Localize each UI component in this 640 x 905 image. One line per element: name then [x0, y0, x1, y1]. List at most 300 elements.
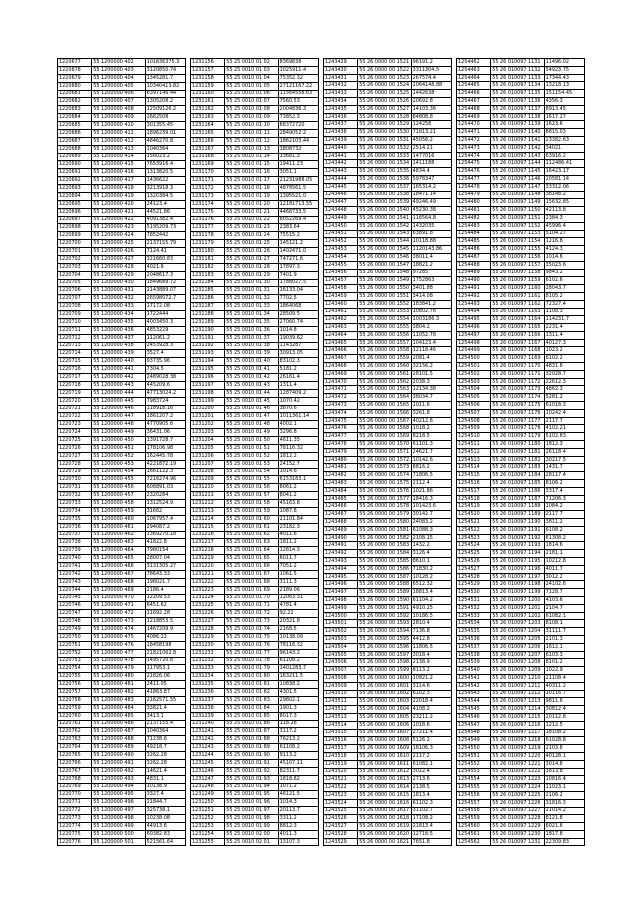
- code-cell: 55 25 0010 01 59: [225, 508, 278, 515]
- row-id-cell: 1254508: [457, 418, 491, 425]
- table-row: [324, 207, 451, 215]
- code-cell: 55 26 0000 00 1558: [358, 347, 411, 354]
- row-id-cell: 1220698: [58, 224, 92, 231]
- row-id-cell: 1243509: [324, 683, 358, 690]
- row-id-cell: 1231182: [191, 264, 225, 271]
- value-cell: 20321.8: [279, 618, 300, 625]
- code-cell: 55 26 010097 1216: [491, 722, 544, 729]
- row-id-cell: 1220700: [58, 240, 92, 247]
- table-row: [191, 807, 318, 815]
- value-cell: 2112.4: [412, 480, 430, 486]
- value-cell: 61308.2: [545, 534, 566, 541]
- value-cell: 4468733.5: [279, 208, 307, 215]
- code-cell: 55 1200000 474: [92, 626, 145, 633]
- row-id-cell: 1243524: [324, 800, 358, 807]
- code-cell: 55 25 0010 01 36: [225, 327, 278, 334]
- value-cell: 18813.4: [412, 589, 433, 596]
- value-cell: 38148.2: [545, 191, 566, 198]
- code-cell: 55 1200000 490: [92, 752, 145, 759]
- value-cell: 21826.06: [146, 673, 170, 680]
- value-cell: 84808.8: [412, 113, 433, 120]
- code-cell: 55 26 0000 00 1604: [358, 706, 411, 713]
- code-cell: 55 26 010097 1140: [491, 129, 544, 136]
- row-id-cell: 1231172: [191, 185, 225, 192]
- value-cell: 4102.21: [545, 425, 566, 432]
- code-cell: 55 1200000 427: [92, 256, 145, 263]
- row-id-cell: 1231191: [191, 335, 225, 342]
- code-cell: 55 1200000 414: [92, 154, 145, 161]
- value-cell: 63916.2: [545, 152, 566, 159]
- row-id-cell: 1220691: [58, 169, 92, 176]
- value-cell: 2411.05: [146, 681, 167, 688]
- row-id-cell: 1254527: [457, 566, 491, 573]
- row-id-cell: 1231205: [191, 445, 225, 452]
- code-cell: 55 1200000 472: [92, 610, 145, 617]
- table-row: [191, 776, 318, 784]
- row-id-cell: 1220731: [58, 484, 92, 491]
- table-row: [58, 98, 185, 106]
- code-cell: 55 26 010097 1184: [491, 472, 544, 479]
- page: [57, 58, 585, 846]
- table-row: [58, 91, 185, 99]
- code-cell: 55 26 010097 1188: [491, 503, 544, 510]
- table-row: [457, 714, 584, 722]
- row-id-cell: 1243430: [324, 67, 358, 74]
- code-cell: 55 25 0010 01 20: [225, 201, 278, 208]
- code-cell: 55 25 0010 01 48: [225, 421, 278, 428]
- code-cell: 55 26 010097 1162: [491, 301, 544, 308]
- table-row: [58, 713, 185, 721]
- row-id-cell: 1254539: [457, 659, 491, 666]
- code-cell: 55 26 010097 1194: [491, 550, 544, 557]
- row-id-cell: 1220702: [58, 256, 92, 263]
- value-cell: 165314.2: [412, 183, 436, 190]
- code-cell: 55 26 0000 00 1590: [358, 597, 411, 604]
- value-cell: 8369838: [279, 59, 302, 65]
- value-cell: 61102.3: [412, 799, 433, 806]
- row-id-cell: 1231196: [191, 374, 225, 381]
- value-cell: 7651.8: [412, 838, 430, 845]
- table-row: [191, 665, 318, 673]
- row-id-cell: 1254497: [457, 332, 491, 339]
- row-id-cell: 1231239: [191, 713, 225, 720]
- row-id-cell: 1243498: [324, 597, 358, 604]
- value-cell: 18821.2: [412, 261, 433, 268]
- row-id-cell: 1220727: [58, 453, 92, 460]
- table-row: [324, 706, 451, 714]
- table-row: [324, 145, 451, 153]
- table-row: [58, 461, 185, 469]
- table-row: [191, 484, 318, 492]
- code-cell: 55 26 010097 1193: [491, 542, 544, 549]
- value-cell: 4834.4: [412, 168, 430, 175]
- row-id-cell: 1231208: [191, 469, 225, 476]
- row-id-cell: 1254480: [457, 199, 491, 206]
- table-row: [58, 744, 185, 752]
- code-cell: 55 25 0010 01 42: [225, 374, 278, 381]
- code-cell: 55 1200000 480: [92, 673, 145, 680]
- value-cell: 3327.4: [146, 791, 164, 798]
- value-cell: 7560.53: [279, 98, 300, 105]
- value-cell: 7124.41: [146, 248, 167, 254]
- value-cell: 1311.4: [545, 331, 563, 338]
- code-cell: 55 26 0000 00 1586: [358, 566, 411, 573]
- row-id-cell: 1231157: [191, 67, 225, 74]
- value-cell: 1040364: [146, 145, 169, 152]
- table-row: [58, 721, 185, 729]
- row-id-cell: 1220776: [58, 839, 92, 846]
- value-cell: 8041.2: [279, 492, 297, 499]
- code-cell: 55 26 0000 00 1535: [358, 168, 411, 175]
- row-id-cell: 1231171: [191, 177, 225, 184]
- code-cell: 55 25 0010 01 28: [225, 264, 278, 271]
- row-id-cell: 1220679: [58, 75, 92, 82]
- value-cell: 1389270.18: [146, 531, 177, 538]
- row-id-cell: 1243515: [324, 730, 358, 737]
- row-id-cell: 1254516: [457, 480, 491, 487]
- row-id-cell: 1220750: [58, 634, 92, 641]
- row-id-cell: 1254537: [457, 644, 491, 651]
- table-row: [191, 721, 318, 729]
- value-cell: 45996.4: [545, 222, 566, 229]
- code-cell: 55 25 0010 01 88: [225, 736, 278, 743]
- table-row: [58, 350, 185, 358]
- row-id-cell: 1220721: [58, 406, 92, 413]
- table-row: [324, 433, 451, 441]
- table-row: [457, 808, 584, 816]
- table-row: [457, 644, 584, 652]
- row-id-cell: 1220685: [58, 122, 92, 129]
- code-cell: 55 25 0010 01 85: [225, 713, 278, 720]
- value-cell: 4011.6: [279, 531, 297, 538]
- value-cell: 1391728.7: [146, 437, 174, 443]
- code-cell: 55 1200000 485: [92, 713, 145, 720]
- table-row: [457, 620, 584, 628]
- value-cell: 1212.5: [545, 721, 563, 728]
- code-cell: 55 26 0000 00 1620: [358, 831, 411, 838]
- value-cell: 38034.7: [412, 394, 433, 401]
- table-row: [457, 129, 584, 137]
- row-id-cell: 1231178: [191, 232, 225, 239]
- code-cell: 55 26 010097 1223: [491, 776, 544, 783]
- value-cell: 72327.4: [545, 300, 566, 307]
- table-row: [191, 280, 318, 288]
- table-row: [324, 270, 451, 278]
- table-row: [457, 480, 584, 488]
- row-id-cell: 1220708: [58, 303, 92, 310]
- value-cell: 33821.4: [146, 704, 167, 711]
- value-cell: 1811.2: [279, 539, 297, 546]
- table-row: [191, 602, 318, 610]
- code-cell: 55 26 010097 1168: [491, 347, 544, 354]
- value-cell: 1661122.3: [146, 468, 174, 475]
- row-id-cell: 1254471: [457, 129, 491, 136]
- code-cell: 55 26 010097 1198: [491, 581, 544, 588]
- row-id-cell: 1254544: [457, 698, 491, 705]
- table-row: [457, 566, 584, 574]
- value-cell: 1011361.14: [279, 413, 310, 420]
- code-cell: 55 1200000 481: [92, 681, 145, 688]
- row-id-cell: 1243431: [324, 75, 358, 82]
- row-id-cell: 1243439: [324, 137, 358, 144]
- code-cell: 55 26 0000 00 1605: [358, 714, 411, 721]
- code-cell: 55 25 0010 01 94: [225, 784, 278, 791]
- table-row: [457, 410, 584, 418]
- row-id-cell: 1243438: [324, 129, 358, 136]
- value-cell: 24152.7: [279, 460, 300, 467]
- value-cell: 8061.2: [279, 484, 297, 491]
- row-id-cell: 1231207: [191, 461, 225, 468]
- value-cell: 124258: [412, 121, 432, 128]
- code-cell: 55 25 0010 01 96: [225, 799, 278, 806]
- code-cell: 55 26 0000 00 1544: [358, 238, 411, 245]
- table-row: [58, 256, 185, 264]
- row-id-cell: 1243517: [324, 745, 358, 752]
- code-cell: 55 26 010097 1210: [491, 675, 544, 682]
- code-cell: 55 26 0000 00 1576: [358, 488, 411, 495]
- table-row: [457, 425, 584, 433]
- value-cell: 3126.4: [412, 550, 430, 557]
- row-id-cell: 1254468: [457, 106, 491, 113]
- row-id-cell: 1220738: [58, 539, 92, 546]
- row-id-cell: 1220723: [58, 421, 92, 428]
- value-cell: 1722444: [146, 311, 169, 317]
- code-cell: 55 26 0000 00 1562: [358, 379, 411, 386]
- value-cell: 321660.83: [146, 255, 174, 262]
- table-row: [191, 626, 318, 634]
- code-cell: 55 1200000 435: [92, 319, 145, 326]
- table-row: [58, 839, 185, 846]
- row-id-cell: 1231230: [191, 642, 225, 649]
- code-cell: 55 26 010097 1135: [491, 90, 544, 97]
- code-cell: 55 25 0010 01 97: [225, 807, 278, 814]
- table-row: [324, 121, 451, 129]
- code-cell: 55 1200000 415: [92, 161, 145, 168]
- table-row: [58, 626, 185, 634]
- table-row: [324, 457, 451, 465]
- table-row: [58, 642, 185, 650]
- value-cell: 21844.7: [146, 799, 167, 806]
- row-id-cell: 1243479: [324, 449, 358, 456]
- row-id-cell: 1220689: [58, 154, 92, 161]
- code-cell: 55 26 0000 00 1600: [358, 675, 411, 682]
- table-row: [457, 706, 584, 714]
- value-cell: 178106.98: [146, 444, 174, 451]
- table-row: [457, 605, 584, 613]
- table-row: [191, 343, 318, 351]
- value-cell: 5281.2: [545, 394, 563, 401]
- value-cell: 19039.62: [279, 334, 303, 341]
- table-row: [191, 295, 318, 303]
- table-row: [324, 597, 451, 605]
- value-cell: 19411.23: [279, 161, 303, 168]
- value-cell: 2048617.3: [146, 271, 174, 278]
- code-cell: 55 1200000 459: [92, 508, 145, 515]
- table-row: [324, 137, 451, 145]
- code-cell: 55 25 0010 01 19: [225, 193, 278, 200]
- value-cell: 1817.8: [545, 830, 563, 837]
- code-cell: 55 26 0000 00 1538: [358, 192, 411, 199]
- table-row: [58, 382, 185, 390]
- value-cell: 6451.62: [146, 602, 167, 609]
- row-id-cell: 1254467: [457, 98, 491, 105]
- code-cell: 55 26 0000 00 1618: [358, 815, 411, 822]
- table-row: [324, 215, 451, 223]
- row-id-cell: 1254551: [457, 753, 491, 760]
- code-cell: 55 26 010097 1227: [491, 808, 544, 815]
- value-cell: 24123.4: [146, 200, 167, 207]
- row-id-cell: 1243512: [324, 706, 358, 713]
- row-id-cell: 1231248: [191, 784, 225, 791]
- row-id-cell: 1254485: [457, 238, 491, 245]
- row-id-cell: 1254473: [457, 145, 491, 152]
- value-cell: 1003186.3: [412, 316, 440, 323]
- value-cell: 45163.8: [279, 500, 300, 506]
- code-cell: 55 1200000 491: [92, 760, 145, 767]
- code-cell: 55 26 0000 00 1566: [358, 410, 411, 417]
- table-row: [324, 683, 451, 691]
- value-cell: 28509.5: [279, 311, 300, 317]
- table-row: [191, 634, 318, 642]
- row-id-cell: 1220718: [58, 382, 92, 389]
- code-cell: 55 1200000 450: [92, 437, 145, 444]
- code-cell: 55 26 010097 1189: [491, 511, 544, 518]
- code-cell: 55 26 0000 00 1545: [358, 246, 411, 253]
- code-cell: 55 26 0000 00 1619: [358, 823, 411, 830]
- row-id-cell: 1220683: [58, 106, 92, 113]
- code-cell: 55 26 0000 00 1541: [358, 215, 411, 222]
- table-row: [457, 519, 584, 527]
- value-cell: 8101.2: [545, 659, 563, 666]
- code-cell: 55 1200000 410: [92, 122, 145, 129]
- table-row: [324, 449, 451, 457]
- row-id-cell: 1231197: [191, 382, 225, 389]
- table-row: [58, 209, 185, 217]
- row-id-cell: 1243462: [324, 316, 358, 323]
- code-cell: 55 1200000 453: [92, 461, 145, 468]
- code-cell: 55 26 010097 1133: [491, 75, 544, 82]
- value-cell: 1467209.9: [146, 626, 174, 632]
- value-cell: 1812.2: [279, 452, 297, 459]
- row-id-cell: 1254541: [457, 675, 491, 682]
- code-cell: 55 25 0010 01 98: [225, 815, 278, 822]
- value-cell: 40128.1: [545, 752, 566, 759]
- table-row: [58, 138, 185, 146]
- row-id-cell: 1243514: [324, 722, 358, 729]
- row-id-cell: 1231226: [191, 610, 225, 617]
- table-row: [457, 277, 584, 285]
- code-cell: 55 26 010097 1224: [491, 784, 544, 791]
- code-cell: 55 1200000 421: [92, 209, 145, 216]
- value-cell: 1813.8: [545, 768, 563, 775]
- code-cell: 55 1200000 482: [92, 689, 145, 696]
- table-row: [457, 628, 584, 636]
- row-id-cell: 1254494: [457, 309, 491, 316]
- code-cell: 55 25 0010 01 07: [225, 98, 278, 105]
- value-cell: 18416.3: [412, 495, 433, 502]
- code-cell: 55 1200000 449: [92, 429, 145, 436]
- value-cell: 4770905.6: [146, 421, 174, 428]
- table-row: [58, 335, 185, 343]
- row-id-cell: 1220705: [58, 280, 92, 287]
- value-cell: 1432035: [412, 222, 435, 229]
- row-id-cell: 1231183: [191, 272, 225, 279]
- code-cell: 55 25 0010 01 61: [225, 524, 278, 531]
- table-row: [324, 800, 451, 808]
- table-row: [58, 492, 185, 500]
- value-cell: 3870.6: [279, 405, 297, 412]
- code-cell: 55 25 0010 01 70: [225, 595, 278, 602]
- value-cell: 114231.7: [545, 316, 569, 323]
- value-cell: 1018.6: [412, 721, 430, 728]
- code-cell: 55 26 0000 00 1609: [358, 745, 411, 752]
- row-id-cell: 1231179: [191, 240, 225, 247]
- table-row: [58, 768, 185, 776]
- row-id-cell: 1254475: [457, 160, 491, 167]
- table-row: [191, 201, 318, 209]
- code-cell: 55 26 010097 1146: [491, 176, 544, 183]
- code-cell: 55 25 0010 01 86: [225, 721, 278, 728]
- table-row: [324, 644, 451, 652]
- value-cell: 4910.25: [412, 604, 433, 611]
- value-cell: 6102.2: [545, 355, 563, 362]
- table-row: [457, 792, 584, 800]
- table-row: [324, 332, 451, 340]
- row-id-cell: 1254481: [457, 207, 491, 214]
- row-id-cell: 1254517: [457, 488, 491, 495]
- table-row: [58, 240, 185, 248]
- value-cell: 18471.14: [412, 191, 436, 198]
- table-row: [457, 574, 584, 582]
- table-row: [457, 581, 584, 589]
- value-cell: 49218.7: [146, 744, 167, 751]
- value-cell: 8913.45: [545, 105, 566, 112]
- table-row: [191, 138, 318, 146]
- row-id-cell: 1254495: [457, 316, 491, 323]
- value-cell: 71206.3: [545, 495, 566, 502]
- table-row: [457, 511, 584, 519]
- code-cell: 55 26 010097 1221: [491, 761, 544, 768]
- code-cell: 55 26 0000 00 1546: [358, 254, 411, 261]
- value-cell: 27211.4: [412, 729, 433, 736]
- value-cell: 12118.46: [412, 347, 436, 354]
- value-cell: 29802.1: [279, 696, 300, 703]
- value-cell: 68372720: [279, 122, 305, 128]
- row-id-cell: 1231228: [191, 626, 225, 633]
- code-cell: 55 26 0000 00 1591: [358, 605, 411, 612]
- code-cell: 55 1200000 468: [92, 579, 145, 586]
- value-cell: 2383.64: [279, 224, 300, 231]
- value-cell: 1067957.4: [146, 515, 174, 522]
- code-cell: 55 26 010097 1143: [491, 153, 544, 160]
- value-cell: 75352.32: [279, 74, 303, 81]
- row-id-cell: 1231231: [191, 650, 225, 657]
- value-cell: 7702.5: [279, 295, 297, 302]
- value-cell: 747271.6: [279, 255, 303, 262]
- row-id-cell: 1220699: [58, 232, 92, 239]
- value-cell: 10821.2: [412, 674, 433, 681]
- table-row: [324, 309, 451, 317]
- code-cell: 55 26 0000 00 1548: [358, 270, 411, 277]
- value-cell: 20692.8: [412, 97, 433, 104]
- value-cell: 8017.3: [279, 712, 297, 719]
- table-row: [191, 130, 318, 138]
- row-id-cell: 1231250: [191, 799, 225, 806]
- row-id-cell: 1254519: [457, 503, 491, 510]
- table-row: [191, 610, 318, 618]
- value-cell: 1018.2: [412, 425, 430, 432]
- value-cell: 17172.08: [146, 303, 170, 310]
